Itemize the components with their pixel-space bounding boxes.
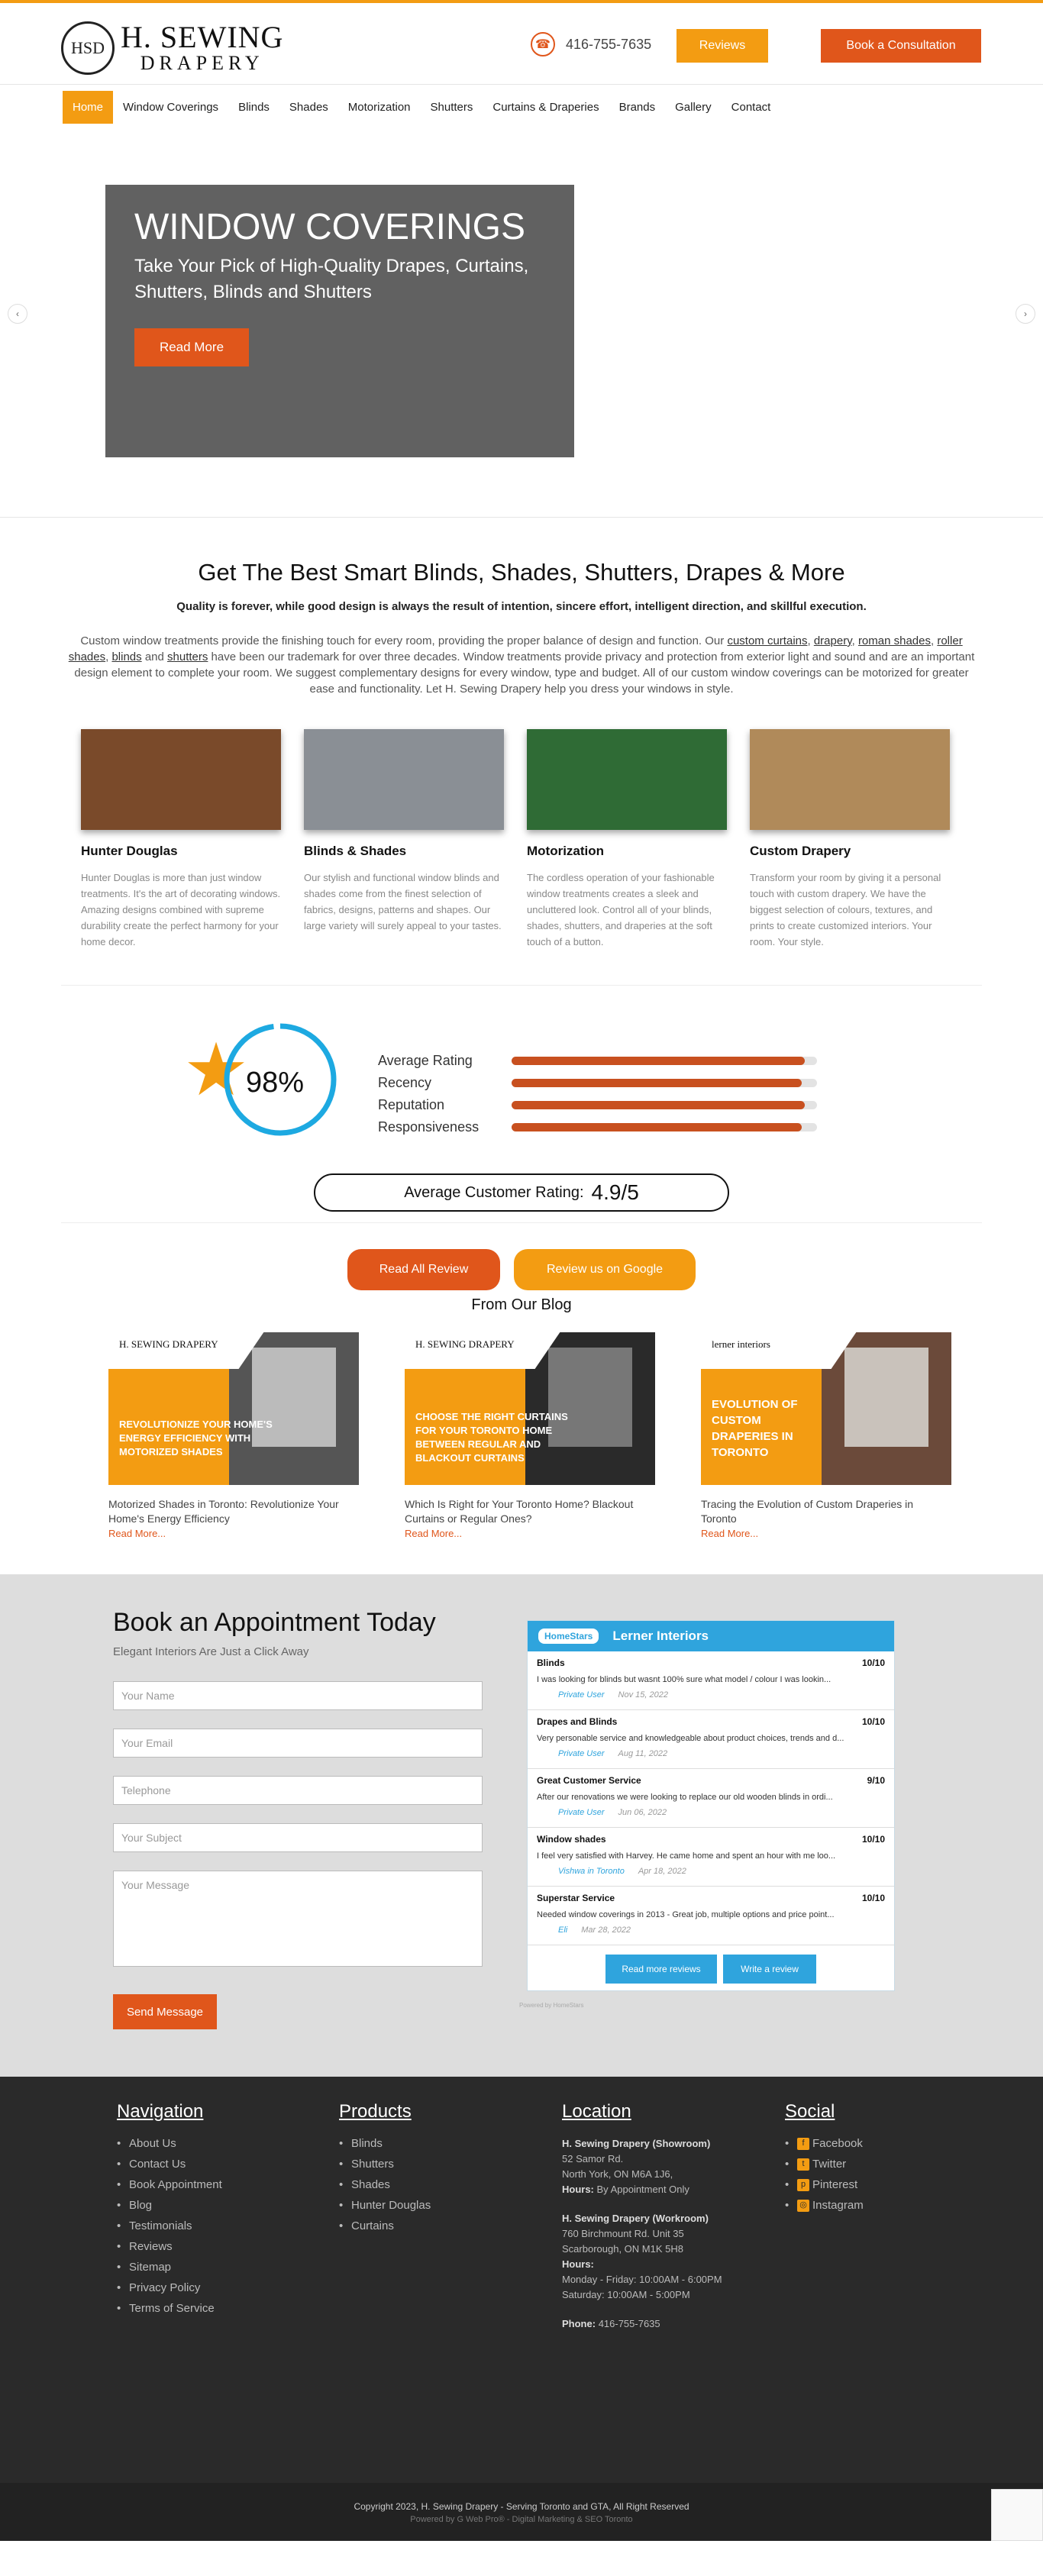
footer-products-title: Products — [339, 2101, 412, 2122]
logo-mark: HSD — [61, 21, 115, 75]
blog-post-title[interactable]: Which Is Right for Your Toronto Home? Blackout Curtains or Regular Ones? — [405, 1498, 634, 1525]
review-date: Jun 06, 2022 — [618, 1808, 667, 1817]
copyright-text: Copyright 2023, H. Sewing Drapery - Serving Toronto and GTA, All Right Reserved — [354, 2501, 689, 2512]
instagram-icon: • ◎ — [797, 2200, 809, 2212]
card-title[interactable]: Hunter Douglas — [81, 844, 178, 858]
card-text: Our stylish and functional window blinds and shades come from the finest selection of fabrics, designs, patterns and shapes. Our large variety will surely appeal to your tastes. — [304, 872, 502, 931]
reviews-button[interactable]: Reviews — [676, 29, 768, 63]
blog-thumbnail[interactable] — [701, 1332, 951, 1485]
footer-link[interactable]: • Privacy Policy — [117, 2277, 222, 2298]
review-date: Mar 28, 2022 — [581, 1926, 631, 1935]
review-title: Drapes and Blinds — [537, 1716, 618, 1727]
header-phone-number[interactable]: 416-755-7635 — [566, 36, 652, 52]
write-review-button[interactable]: Write a review — [723, 1955, 816, 1984]
subject-field[interactable]: Your Subject — [113, 1823, 483, 1852]
book-consultation-button[interactable]: Book a Consultation — [821, 29, 981, 63]
hero-read-more-button[interactable]: Read More — [134, 328, 249, 366]
blog-post-title[interactable]: Tracing the Evolution of Custom Draperies in Toronto — [701, 1498, 914, 1525]
rating-summary — [0, 986, 1043, 1161]
review-item[interactable] — [528, 1651, 894, 1710]
average-rating-pill — [314, 1173, 729, 1212]
review-body: Very personable service and knowledgeable about product choices, trends and d... — [537, 1734, 844, 1743]
logo-line-2: DRAPERY — [140, 52, 264, 74]
review-author: Private User — [558, 1690, 605, 1700]
review-item[interactable] — [528, 1769, 894, 1828]
intro-paragraph: Custom window treatments provide the finishing touch for every room, providing the proper balance of design and function. Our custom curtains, drapery, roman shades, roller shades, blinds and shutters have been our trademark for over three decades. Window treatments provide privacy and protection from exterior light and sound and are an important design element to complete your room. We suggest complementary designs for every window, type and budget. All of our custom window coverings can be motorized for greater ease and functionality. Let H. Sewing Drapery help you dress your windows in style. — [68, 634, 975, 696]
nav-item-shutters[interactable]: Shutters — [430, 101, 473, 114]
slider-prev-arrow-icon[interactable]: ‹ — [8, 304, 27, 324]
social-link-instagram[interactable]: • ◎ Instagram — [785, 2195, 864, 2216]
footer-product-link[interactable]: • Curtains — [339, 2216, 431, 2236]
nav-item-motorization[interactable]: Motorization — [347, 101, 411, 114]
footer-link[interactable]: • Book Appointment — [117, 2174, 222, 2195]
hero-subtitle: Take Your Pick of High-Quality Drapes, Curtains, Shutters, Blinds and Shutters — [134, 256, 529, 302]
link-roller-shades[interactable]: roller shades — [68, 634, 963, 663]
service-cards — [0, 697, 1043, 950]
nav-item-contact[interactable]: Contact — [731, 101, 771, 114]
review-date: Apr 18, 2022 — [638, 1867, 686, 1876]
link-blinds[interactable]: blinds — [111, 650, 142, 663]
footer-social-title: Social — [785, 2101, 835, 2122]
card-text: The cordless operation of your fashionable window treatments creates a sleek and uncluttered look. Control all of your blinds, shades, shutters, and draperies at the soft touch of a button. — [527, 872, 715, 947]
blog-thumbnail[interactable] — [405, 1332, 655, 1485]
nav-item-brands[interactable]: Brands — [618, 101, 656, 114]
nav-item-gallery[interactable]: Gallery — [675, 101, 712, 114]
review-date: Aug 11, 2022 — [618, 1749, 668, 1758]
facebook-icon: • f — [797, 2138, 809, 2150]
footer-link[interactable]: • About Us — [117, 2133, 222, 2154]
message-field[interactable]: Your Message — [113, 1871, 483, 1967]
card-image[interactable] — [304, 729, 504, 830]
widget-business-name[interactable]: Lerner Interiors — [612, 1629, 709, 1643]
intro-heading: Get The Best Smart Blinds, Shades, Shutters, Drapes & More — [198, 559, 845, 586]
review-title: Great Customer Service — [537, 1775, 641, 1786]
blog-post[interactable] — [108, 1332, 359, 1539]
review-item[interactable] — [528, 1887, 894, 1945]
homestars-logo[interactable]: HomeStars — [538, 1629, 599, 1644]
review-score: 10/10 — [861, 1716, 885, 1727]
rating-metrics — [378, 1050, 817, 1138]
review-item[interactable] — [528, 1710, 894, 1769]
metric-label: Responsiveness — [378, 1119, 480, 1135]
link-roman-shades[interactable]: roman shades — [857, 634, 931, 647]
metric-label: Reputation — [378, 1097, 445, 1112]
footer-product-link[interactable]: • Blinds — [339, 2133, 431, 2154]
review-body: I was looking for blinds but wasnt 100% sure what model / colour I was lookin... — [537, 1675, 831, 1684]
blog-post[interactable] — [405, 1332, 655, 1539]
site-header — [0, 3, 1043, 84]
intro-tagline: Quality is forever, while good design is always the result of intention, sincere effort, intelligent direction, and skillful execution. — [176, 600, 867, 613]
footer-products — [339, 2101, 431, 2236]
footer-navigation — [117, 2101, 222, 2319]
blog-heading: From Our Blog — [471, 1296, 572, 1313]
link-shutters[interactable]: shutters — [167, 650, 208, 663]
thumbnail-caption: REVOLUTIONIZE YOUR HOME'S ENERGY EFFICIENCY WITH MOTORIZED SHADES — [119, 1419, 273, 1457]
card-title[interactable]: Motorization — [527, 844, 605, 858]
card-text: Transform your room by giving it a personal touch with custom drapery. We have the biggest selection of colours, textures, and prints to create customized interiors. Your room. Your style. — [750, 872, 941, 947]
send-message-button[interactable]: Send Message — [113, 1994, 217, 2029]
thumbnail-brand: H. SEWING DRAPERY — [119, 1338, 218, 1350]
review-author: Private User — [558, 1808, 605, 1817]
appointment-section — [0, 1574, 1043, 2077]
divider — [61, 1222, 982, 1223]
service-card[interactable] — [527, 729, 727, 950]
metric-bar — [512, 1123, 817, 1131]
metric-label: Recency — [378, 1075, 432, 1090]
footer-product-link[interactable]: • Hunter Douglas — [339, 2195, 431, 2216]
card-title[interactable]: Custom Drapery — [750, 844, 851, 858]
footer-link[interactable]: • Terms of Service — [117, 2298, 222, 2319]
footer-link[interactable]: • Testimonials — [117, 2216, 222, 2236]
rating-percent: 98% — [246, 1067, 305, 1099]
nav-item-blinds[interactable]: Blinds — [238, 101, 270, 114]
review-title: Superstar Service — [537, 1893, 615, 1903]
blog-post-title[interactable]: Motorized Shades in Toronto: Revolutionize Your Home's Energy Efficiency — [108, 1498, 339, 1525]
social-link-facebook[interactable]: • f Facebook — [785, 2133, 864, 2154]
review-title: Blinds — [537, 1658, 565, 1668]
footer-location — [562, 2101, 722, 2332]
link-custom-curtains[interactable]: custom curtains — [727, 634, 808, 647]
phone-icon: ☎ — [531, 32, 555, 56]
social-link-twitter[interactable]: • t Twitter — [785, 2154, 864, 2174]
hero-title: WINDOW COVERINGS — [134, 207, 525, 247]
footer-location-title: Location — [562, 2101, 631, 2122]
read-more-link[interactable]: Read More... — [405, 1528, 463, 1539]
service-card[interactable] — [81, 729, 281, 950]
metric-row — [378, 1094, 817, 1116]
review-google-button[interactable]: Review us on Google — [514, 1249, 696, 1290]
metric-bar — [512, 1079, 817, 1087]
card-image[interactable] — [750, 729, 950, 830]
footer-product-link[interactable]: • Shutters — [339, 2154, 431, 2174]
site-logo[interactable] — [61, 21, 283, 75]
twitter-icon: • t — [797, 2158, 809, 2171]
footer-phone[interactable]: Phone: 416-755-7635 — [562, 2318, 660, 2329]
header-phone[interactable] — [531, 32, 651, 56]
name-field[interactable]: Your Name — [113, 1681, 483, 1710]
hero-caption-box — [105, 185, 574, 457]
logo-line-1: H. SEWING — [121, 20, 284, 54]
average-rating-label: Average Customer Rating: — [404, 1183, 584, 1201]
nav-item-window-coverings[interactable]: Window Coverings — [123, 101, 219, 114]
review-author: Private User — [558, 1749, 605, 1758]
thumbnail-brand: H. SEWING DRAPERY — [415, 1338, 515, 1350]
review-score: 10/10 — [861, 1893, 885, 1903]
review-body: Needed window coverings in 2013 - Great job, multiple options and price point... — [537, 1910, 835, 1919]
footer-product-link[interactable]: • Shades — [339, 2174, 431, 2195]
review-score: 9/10 — [867, 1775, 885, 1786]
blog-list — [0, 1314, 1043, 1539]
powered-by-link[interactable]: Powered by G Web Pro® - Digital Marketing & SEO Toronto — [410, 2515, 633, 2524]
link-drapery[interactable]: drapery — [813, 634, 852, 647]
appointment-subtitle: Elegant Interiors Are Just a Click Away — [113, 1645, 309, 1658]
recaptcha-badge[interactable] — [991, 2489, 1043, 2541]
review-author: Vishwa in Toronto — [558, 1867, 625, 1876]
thumbnail-brand: lerner interiors — [712, 1338, 770, 1350]
review-title: Window shades — [537, 1834, 606, 1845]
nav-item-shades[interactable]: Shades — [289, 101, 328, 114]
appointment-title: Book an Appointment Today — [113, 1608, 436, 1637]
main-nav — [0, 84, 1043, 130]
read-all-reviews-button[interactable]: Read All Review — [347, 1249, 500, 1290]
card-image[interactable] — [527, 729, 727, 830]
read-more-reviews-button[interactable]: Read more reviews — [605, 1955, 717, 1984]
metric-bar — [512, 1101, 817, 1109]
site-footer — [0, 2077, 1043, 2483]
card-title[interactable]: Blinds & Shades — [304, 844, 407, 858]
review-author: Eli — [558, 1926, 568, 1935]
metric-label: Average Rating — [378, 1053, 473, 1068]
metric-row — [378, 1050, 817, 1072]
review-score: 10/10 — [861, 1658, 885, 1668]
nav-item-home[interactable]: Home — [63, 91, 113, 124]
review-body: I feel very satisfied with Harvey. He came home and spent an hour with me loo... — [537, 1851, 836, 1861]
read-more-link[interactable]: Read More... — [701, 1528, 759, 1539]
footer-link[interactable]: • Sitemap — [117, 2257, 222, 2277]
hero-slider — [0, 130, 1043, 518]
thumbnail-caption: EVOLUTION OF CUSTOM DRAPERIES IN TORONTO — [712, 1398, 798, 1459]
footer-link[interactable]: • Blog — [117, 2195, 222, 2216]
card-text: Hunter Douglas is more than just window treatments. It's the art of decorating windows. Amazing designs combined with supreme durability create the perfect harmony for your home decor. — [81, 872, 281, 947]
telephone-field[interactable]: Telephone — [113, 1776, 483, 1805]
review-date: Nov 15, 2022 — [618, 1690, 668, 1700]
review-score: 10/10 — [861, 1834, 885, 1845]
service-card[interactable] — [750, 729, 950, 950]
review-item[interactable] — [528, 1828, 894, 1887]
email-field[interactable]: Your Email — [113, 1729, 483, 1758]
widget-actions — [528, 1945, 894, 1984]
thumbnail-caption: CHOOSE THE RIGHT CURTAINS FOR YOUR TORONTO HOME BETWEEN REGULAR AND BLACKOUT CURTAINS — [415, 1411, 568, 1464]
slider-next-arrow-icon[interactable]: › — [1016, 304, 1035, 324]
widget-powered-by[interactable]: Powered by HomeStars — [519, 2002, 584, 2009]
service-card[interactable] — [304, 729, 504, 950]
workroom-address: H. Sewing Drapery (Workroom) 760 Birchmount Rd. Unit 35 Scarborough, ON M1K 5H8 Hours: Monday - Friday: 10:00AM - 6:00PM Saturday: 10:00AM - 5:00PM — [562, 2213, 722, 2300]
star-icon: ★ — [183, 1029, 250, 1111]
intro-section — [0, 518, 1043, 697]
copyright-bar — [0, 2483, 1043, 2541]
showroom-address: H. Sewing Drapery (Showroom) 52 Samor Rd. North York, ON M6A 1J6, Hours: By Appointment Only — [562, 2138, 711, 2195]
metric-row — [378, 1116, 817, 1138]
blog-post[interactable] — [701, 1332, 951, 1539]
footer-social — [785, 2101, 864, 2216]
footer-link[interactable]: • Reviews — [117, 2236, 222, 2257]
card-image[interactable] — [81, 729, 281, 830]
review-buttons — [0, 1249, 1043, 1290]
blog-thumbnail[interactable] — [108, 1332, 359, 1485]
homestars-widget — [527, 1620, 895, 1991]
read-more-link[interactable]: Read More... — [108, 1528, 166, 1539]
metric-row — [378, 1072, 817, 1094]
appointment-form — [113, 1608, 483, 2029]
footer-link[interactable]: • Contact Us — [117, 2154, 222, 2174]
metric-bar — [512, 1057, 817, 1065]
average-rating-value: 4.9/5 — [591, 1180, 639, 1204]
social-link-pinterest[interactable]: • p Pinterest — [785, 2174, 864, 2195]
widget-header — [528, 1621, 894, 1651]
footer-nav-title: Navigation — [117, 2101, 204, 2122]
review-body: After our renovations we were looking to replace our old wooden blinds in ordi... — [537, 1793, 833, 1802]
pinterest-icon: • p — [797, 2179, 809, 2191]
nav-item-curtains-draperies[interactable]: Curtains & Draperies — [492, 101, 599, 114]
